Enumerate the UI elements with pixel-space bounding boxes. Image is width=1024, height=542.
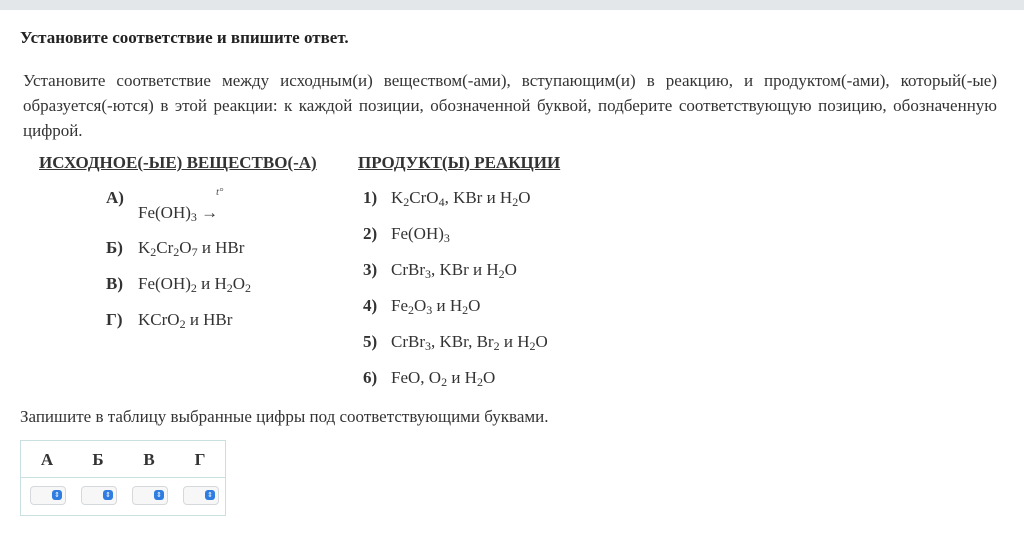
formula-text: и H	[499, 332, 530, 351]
product-item-5	[363, 332, 548, 352]
answer-instruction: Запишите в таблицу выбранные цифры под соответствующими буквами.	[20, 407, 549, 426]
reactant-label: А)	[106, 188, 124, 207]
formula-subscript: 2	[245, 281, 252, 295]
select-arrows-icon: ⇕	[154, 490, 164, 500]
formula-text: K	[391, 188, 404, 207]
product-label: 6)	[363, 368, 378, 387]
product-item-4	[363, 296, 480, 316]
answer-select-g[interactable]	[183, 486, 219, 505]
answer-select-b[interactable]	[81, 486, 117, 505]
product-item-3	[363, 260, 517, 280]
formula-subscript: 2	[441, 375, 448, 389]
formula-text: O	[518, 188, 531, 207]
reactant-item-b	[106, 238, 244, 258]
reactant-formula-a	[138, 203, 218, 223]
formula-subscript: 2	[408, 303, 414, 317]
formula-subscript: 2	[493, 339, 500, 353]
formula-subscript: 3	[426, 303, 433, 317]
answer-select-a[interactable]	[30, 486, 66, 505]
formula-text: O	[232, 274, 246, 293]
answer-table	[20, 440, 226, 516]
product-item-1	[363, 188, 531, 208]
formula-subscript: 7	[191, 245, 198, 259]
top-bar	[0, 0, 1024, 10]
formula-subscript: 3	[443, 231, 450, 245]
product-item-6	[363, 368, 495, 388]
heat-condition: t°	[216, 186, 224, 198]
task-title: Установите соответствие и впишите ответ.	[20, 28, 349, 47]
formula-text: Cr	[156, 238, 174, 257]
formula-subscript: 2	[150, 245, 157, 259]
formula-text: , KBr и H	[444, 188, 513, 207]
formula-subscript: 2	[512, 195, 519, 209]
task-intro: Установите соответствие между исходным(и) веществом(-ами), вступающим(и) в реакцию, и продуктом(-ами), который(-ые) образуется(-ются) в этой реакции: к каждой позиции, обозначенной буквой, подберите соответствующую позицию, обозначенную цифрой.	[23, 71, 997, 140]
answer-select-v[interactable]	[132, 486, 168, 505]
formula-subscript: 2	[529, 339, 536, 353]
formula-text: Fe(OH)	[138, 203, 191, 222]
formula-subscript: 2	[190, 281, 197, 295]
formula-text: O	[482, 368, 496, 387]
select-arrows-icon: ⇕	[103, 490, 113, 500]
formula-text: CrBr	[391, 332, 425, 351]
product-label: 2)	[363, 224, 378, 243]
formula-subscript: 2	[179, 317, 186, 331]
answer-col-a: А	[40, 450, 54, 469]
reaction-arrow-icon: →	[196, 203, 219, 222]
reactants-header: ИСХОДНОЕ(-ЫЕ) ВЕЩЕСТВО(-А)	[39, 153, 317, 172]
formula-text: O	[179, 238, 192, 257]
answer-col-v: В	[143, 450, 155, 469]
formula-text: K	[138, 238, 151, 257]
formula-text: CrO	[409, 188, 439, 207]
reactant-label: В)	[106, 274, 123, 293]
formula-text: , KBr и H	[431, 260, 499, 279]
products-header: ПРОДУКТ(Ы) РЕАКЦИИ	[358, 153, 561, 172]
reactant-label: Г)	[106, 310, 123, 329]
formula-subscript: 2	[403, 195, 410, 209]
formula-subscript: 3	[425, 339, 431, 353]
select-arrows-icon: ⇕	[205, 490, 215, 500]
formula-text: Fe(OH)	[138, 274, 191, 293]
formula-text: и H	[196, 274, 227, 293]
formula-text: и H	[447, 368, 477, 387]
formula-subscript: 2	[173, 245, 180, 259]
reactant-item-g	[106, 310, 232, 330]
formula-text: O	[468, 296, 481, 315]
reactant-item-v	[106, 274, 251, 294]
formula-subscript: 3	[190, 210, 197, 224]
answer-col-g: Г	[194, 450, 206, 469]
reactant-label: Б)	[106, 238, 123, 257]
select-arrows-icon: ⇕	[52, 490, 62, 500]
formula-subscript: 2	[476, 375, 483, 389]
formula-subscript: 3	[425, 267, 431, 281]
reactant-item-a	[106, 188, 138, 208]
product-label: 1)	[363, 188, 378, 207]
formula-text: KCrO	[138, 310, 180, 329]
formula-text: и H	[432, 296, 463, 315]
product-label: 4)	[363, 296, 378, 315]
formula-text: O	[504, 260, 517, 279]
formula-subscript: 2	[462, 303, 469, 317]
formula-text: FeO, O	[391, 368, 442, 387]
formula-text: O	[414, 296, 427, 315]
answer-col-b: Б	[92, 450, 104, 469]
formula-text: Fe	[391, 296, 408, 315]
product-label: 3)	[363, 260, 378, 279]
product-label: 5)	[363, 332, 378, 351]
formula-text: O	[535, 332, 548, 351]
formula-subscript: 2	[226, 281, 233, 295]
product-item-2	[363, 224, 450, 244]
formula-text: CrBr	[391, 260, 425, 279]
formula-text: , KBr, Br	[431, 332, 494, 351]
formula-text: Fe(OH)	[391, 224, 444, 243]
formula-subscript: 2	[498, 267, 505, 281]
formula-text: и HBr	[197, 238, 245, 257]
formula-text: и HBr	[185, 310, 233, 329]
formula-subscript: 4	[438, 195, 445, 209]
answer-table-header	[21, 441, 225, 478]
